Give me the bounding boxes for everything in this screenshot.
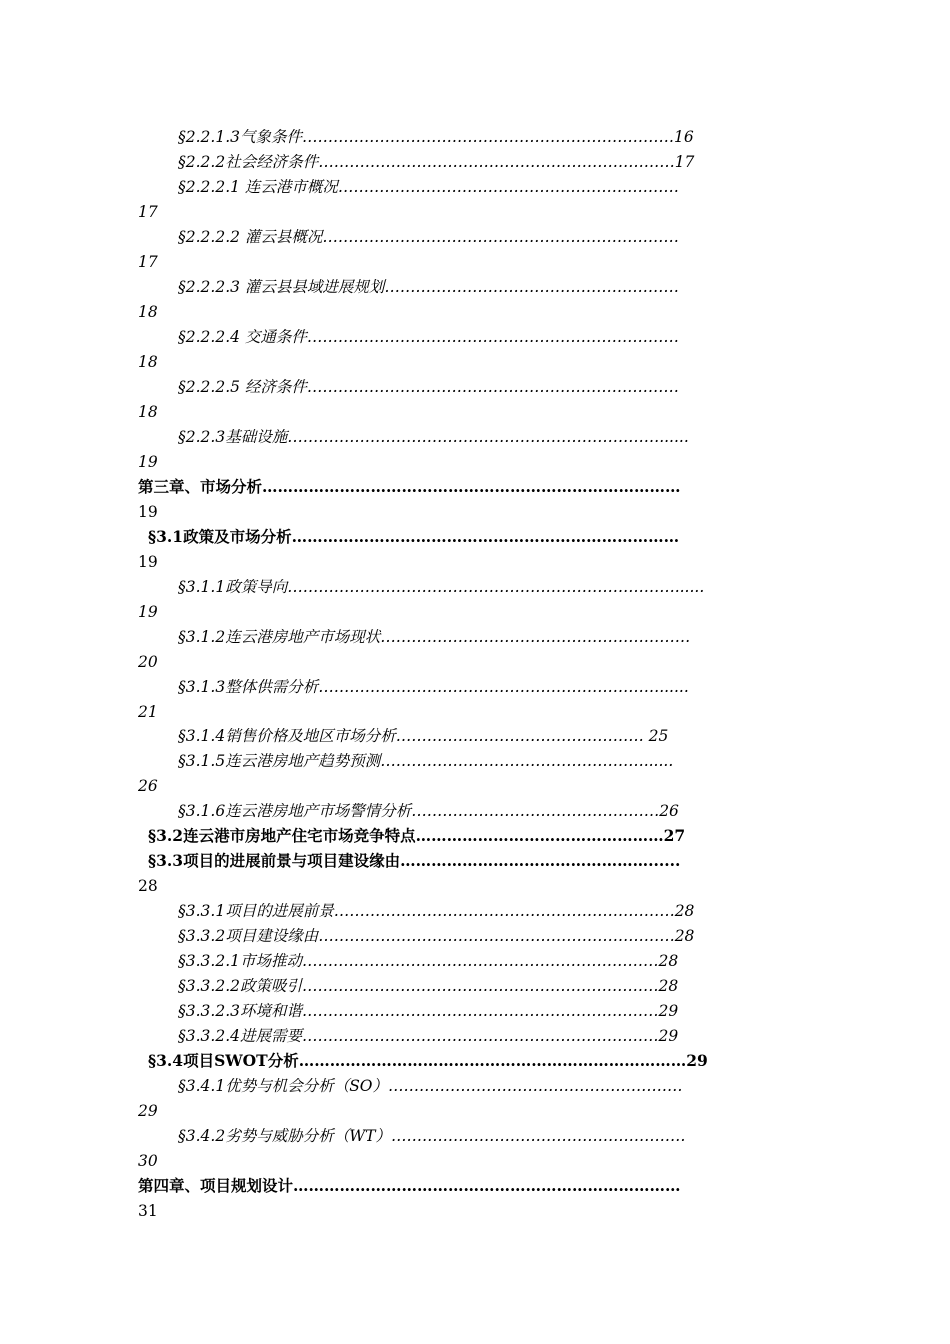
toc-entry[interactable]: §3.3.1项目的进展前景…………………………………………………………28 (178, 902, 695, 920)
toc-page-number: 28 (138, 877, 158, 895)
toc-entry[interactable]: §2.2.2社会经济条件……………………………………………………………17 (178, 153, 695, 171)
toc-section[interactable]: §3.4项目SWOT分析…………………………………………………………………29 (148, 1051, 708, 1070)
toc-entry[interactable]: §3.4.1优势与机会分析（SO）………………………………………………… (178, 1077, 683, 1095)
toc-page-number: 19 (138, 603, 158, 621)
toc-section[interactable]: §3.1政策及市场分析………………………………………………………………… (148, 527, 680, 546)
toc-entry[interactable]: §2.2.2.2 灌云县概况…………………………………………………………… (178, 228, 679, 246)
toc-entry[interactable]: §3.1.6连云港房地产市场警情分析…………………………………………26 (178, 802, 679, 820)
toc-page-number: 30 (138, 1152, 158, 1170)
toc-section[interactable]: §3.3项目的进展前景与项目建设缘由…………………………………………...... (148, 851, 681, 870)
toc-page-number: 18 (138, 303, 158, 321)
toc-page-number: 26 (138, 777, 158, 795)
toc-entry[interactable]: §3.3.2项目建设缘由……………………………………………………………28 (178, 927, 695, 945)
toc-page-number: 18 (138, 403, 158, 421)
toc-page-number: 29 (138, 1102, 158, 1120)
toc-chapter[interactable]: 第四章、项目规划设计………………………………………………………………… (138, 1176, 681, 1195)
toc-entry[interactable]: §3.1.3整体供需分析…………………………………………………………...... (178, 678, 689, 696)
toc-page-number: 19 (138, 503, 158, 521)
toc-entry[interactable]: §2.2.2.1 连云港市概况………………………………………………………… (178, 178, 679, 196)
toc-page-number: 18 (138, 353, 158, 371)
toc-entry[interactable]: §3.3.2.3环境和谐……………………………………………………………29 (178, 1002, 679, 1020)
toc-page-number: 17 (138, 203, 158, 221)
toc-entry[interactable]: §3.1.1政策导向…………………………………………………………………...... (178, 578, 705, 596)
toc-entry[interactable]: §3.3.2.2政策吸引……………………………………………………………28 (178, 977, 679, 995)
toc-entry[interactable]: §2.2.2.4 交通条件……………………………………………………………… (178, 328, 679, 346)
toc-entry[interactable]: §2.2.2.3 灌云县县域进展规划………………………………………………… (178, 278, 679, 296)
toc-section[interactable]: §3.2连云港市房地产住宅市场竞争特点…………………………………………27 (148, 826, 686, 845)
toc-page-number: 31 (138, 1202, 158, 1220)
toc-entry[interactable]: §3.1.5连云港房地产趋势预测……………………………………………...... (178, 752, 674, 770)
toc-entry[interactable]: §2.2.1.3气象条件………………………………………………………………16 (178, 128, 694, 146)
toc-entry[interactable]: §3.1.2连云港房地产市场现状…………………………………………………… (178, 628, 691, 646)
toc-page-number: 17 (138, 253, 158, 271)
toc-page-number: 21 (138, 703, 158, 721)
toc-entry[interactable]: §3.3.2.4进展需要……………………………………………………………29 (178, 1027, 679, 1045)
toc-chapter[interactable]: 第三章、市场分析……………………………………………………………………… (138, 477, 681, 496)
toc-entry[interactable]: §3.1.4销售价格及地区市场分析………………………………………… 25 (178, 727, 669, 745)
toc-entry[interactable]: §2.2.2.5 经济条件……………………………………………………………… (178, 378, 679, 396)
toc-page-number: 19 (138, 553, 158, 571)
toc-entry[interactable]: §2.2.3基础设施………………………………………………………………...... (178, 428, 689, 446)
toc-entry[interactable]: §3.3.2.1市场推动……………………………………………………………28 (178, 952, 679, 970)
toc-entry[interactable]: §3.4.2劣势与威胁分析（WT）………………………………………………… (178, 1127, 686, 1145)
toc-page-number: 20 (138, 653, 158, 671)
toc-page-number: 19 (138, 453, 158, 471)
